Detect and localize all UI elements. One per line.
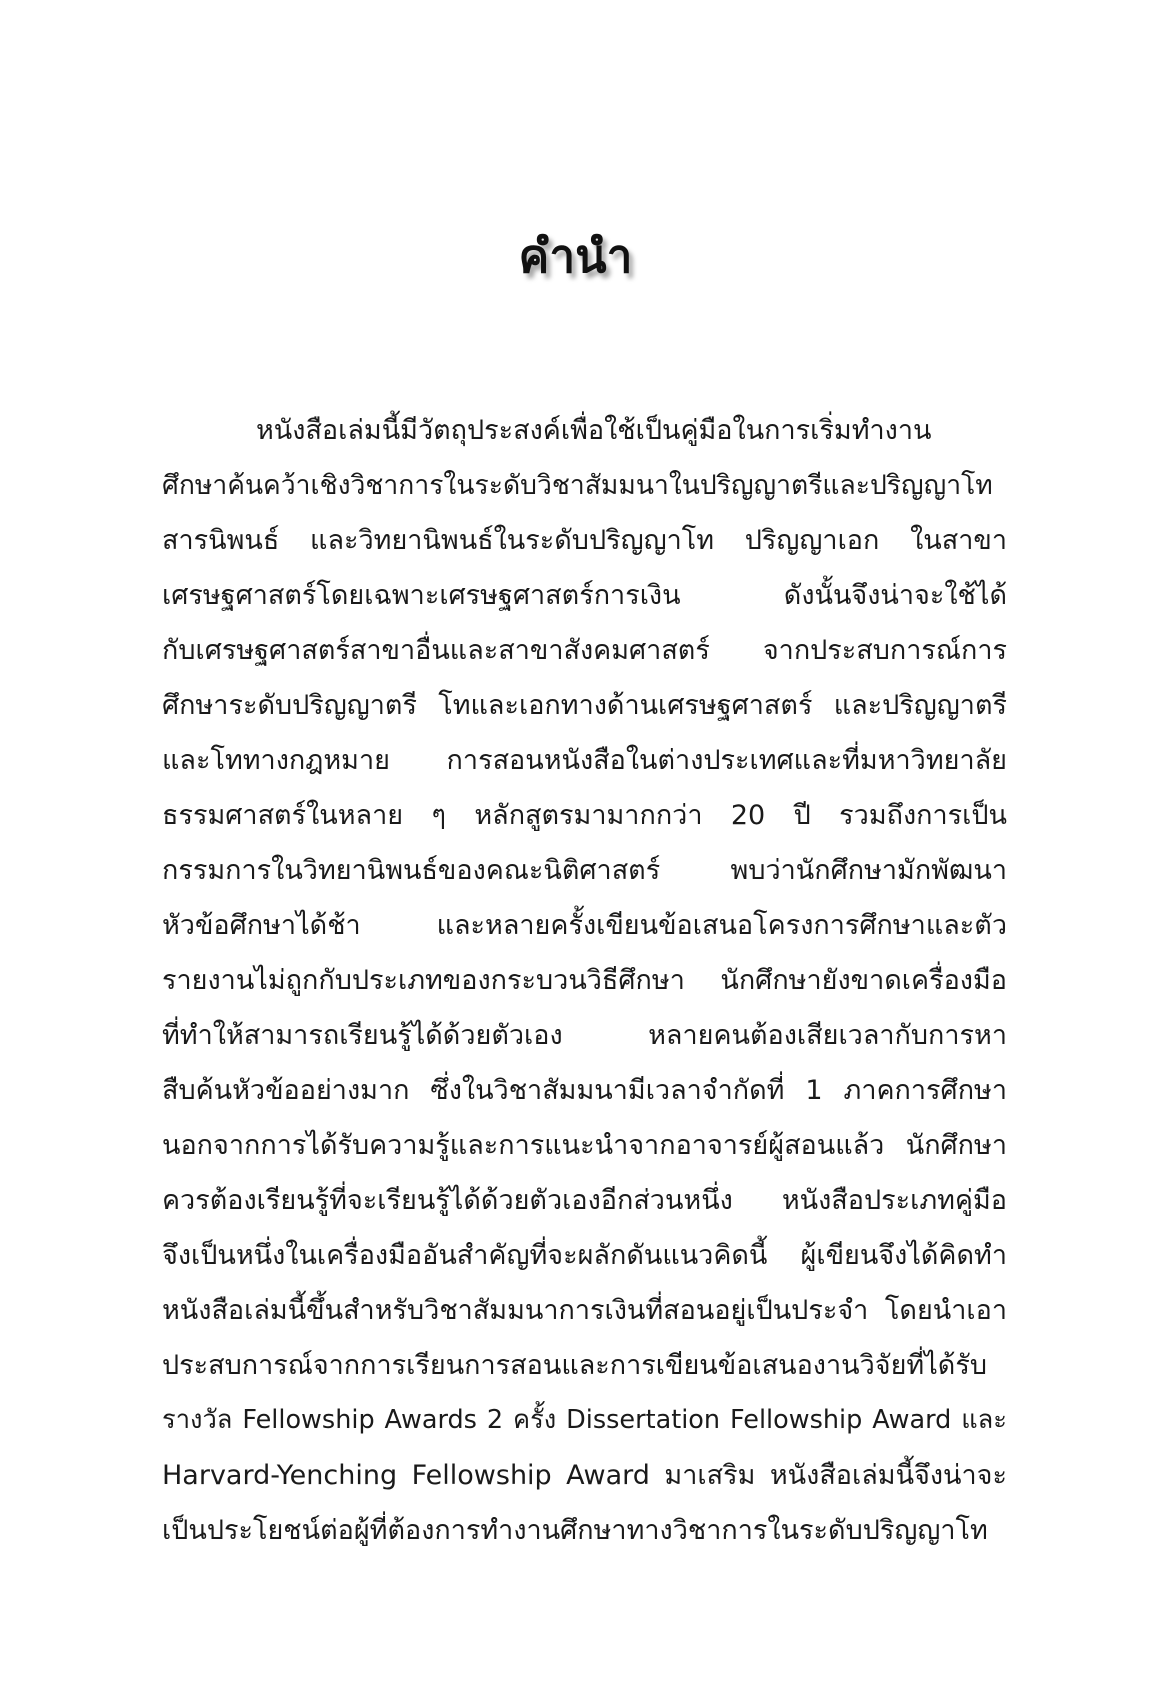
paragraph-line: Harvard-Yenching Fellowship Award มาเสริม หนังสือเล่มนี้จึงน่าจะ [162, 1460, 1007, 1491]
paragraph-line: รางวัล Fellowship Awards 2 ครั้ง Dissertation Fellowship Award และ [162, 1405, 1007, 1435]
paragraph-line: หัวข้อศึกษาได้ช้า และหลายครั้งเขียนข้อเสนอโครงการศึกษาและตัว [162, 910, 1007, 941]
paragraph-line: เป็นประโยชน์ต่อผู้ที่ต้องการทำงานศึกษาทางวิชาการในระดับปริญญาโท [162, 1515, 988, 1546]
paragraph-line: เศรษฐศาสตร์โดยเฉพาะเศรษฐศาสตร์การเงิน ดังนั้นจึงน่าจะใช้ได้ [162, 580, 1007, 611]
paragraph-line: จึงเป็นหนึ่งในเครื่องมืออันสำคัญที่จะผลักดันแนวคิดนี้ ผู้เขียนจึงได้คิดทำ [162, 1240, 1007, 1271]
paragraph-line: หนังสือเล่มนี้มีวัตถุประสงค์เพื่อใช้เป็นคู่มือในการเริ่มทำงาน [256, 415, 932, 446]
paragraph-line: ธรรมศาสตร์ในหลาย ๆ หลักสูตรมามากกว่า 20 ปี รวมถึงการเป็น [162, 800, 1007, 831]
paragraph-line: รายงานไม่ถูกกับประเภทของกระบวนวิธีศึกษา นักศึกษายังขาดเครื่องมือ [162, 965, 1007, 996]
preface-paragraph [162, 403, 1007, 1558]
paragraph-line: ศึกษาระดับปริญญาตรี โทและเอกทางด้านเศรษฐศาสตร์ และปริญญาตรี [162, 690, 1007, 721]
paragraph-line: กับเศรษฐศาสตร์สาขาอื่นและสาขาสังคมศาสตร์ จากประสบการณ์การ [162, 635, 1007, 666]
paragraph-line: ที่ทำให้สามารถเรียนรู้ได้ด้วยตัวเอง หลายคนต้องเสียเวลากับการหา [162, 1020, 1007, 1051]
paragraph-line: และโททางกฎหมาย การสอนหนังสือในต่างประเทศและที่มหาวิทยาลัย [162, 745, 1007, 776]
paragraph-line: ศึกษาค้นคว้าเชิงวิชาการในระดับวิชาสัมมนาในปริญญาตรีและปริญญาโท [162, 470, 993, 501]
paragraph-line: ประสบการณ์จากการเรียนการสอนและการเขียนข้อเสนองานวิจัยที่ได้รับ [162, 1350, 987, 1381]
paragraph-line: สารนิพนธ์ และวิทยานิพนธ์ในระดับปริญญาโท ปริญญาเอก ในสาขา [162, 525, 1007, 556]
paragraph-line: สืบค้นหัวข้ออย่างมาก ซึ่งในวิชาสัมมนามีเวลาจำกัดที่ 1 ภาคการศึกษา [162, 1075, 1007, 1106]
page-title: คำนำ [518, 229, 633, 283]
paragraph-line: ควรต้องเรียนรู้ที่จะเรียนรู้ได้ด้วยตัวเองอีกส่วนหนึ่ง หนังสือประเภทคู่มือ [162, 1185, 1007, 1216]
paragraph-line: นอกจากการได้รับความรู้และการแนะนำจากอาจารย์ผู้สอนแล้ว นักศึกษา [162, 1130, 1007, 1161]
paragraph-line: หนังสือเล่มนี้ขึ้นสำหรับวิชาสัมมนาการเงินที่สอนอยู่เป็นประจำ โดยนำเอา [162, 1295, 1007, 1326]
paragraph-line: กรรมการในวิทยานิพนธ์ของคณะนิติศาสตร์ พบว่านักศึกษามักพัฒนา [162, 855, 1007, 886]
